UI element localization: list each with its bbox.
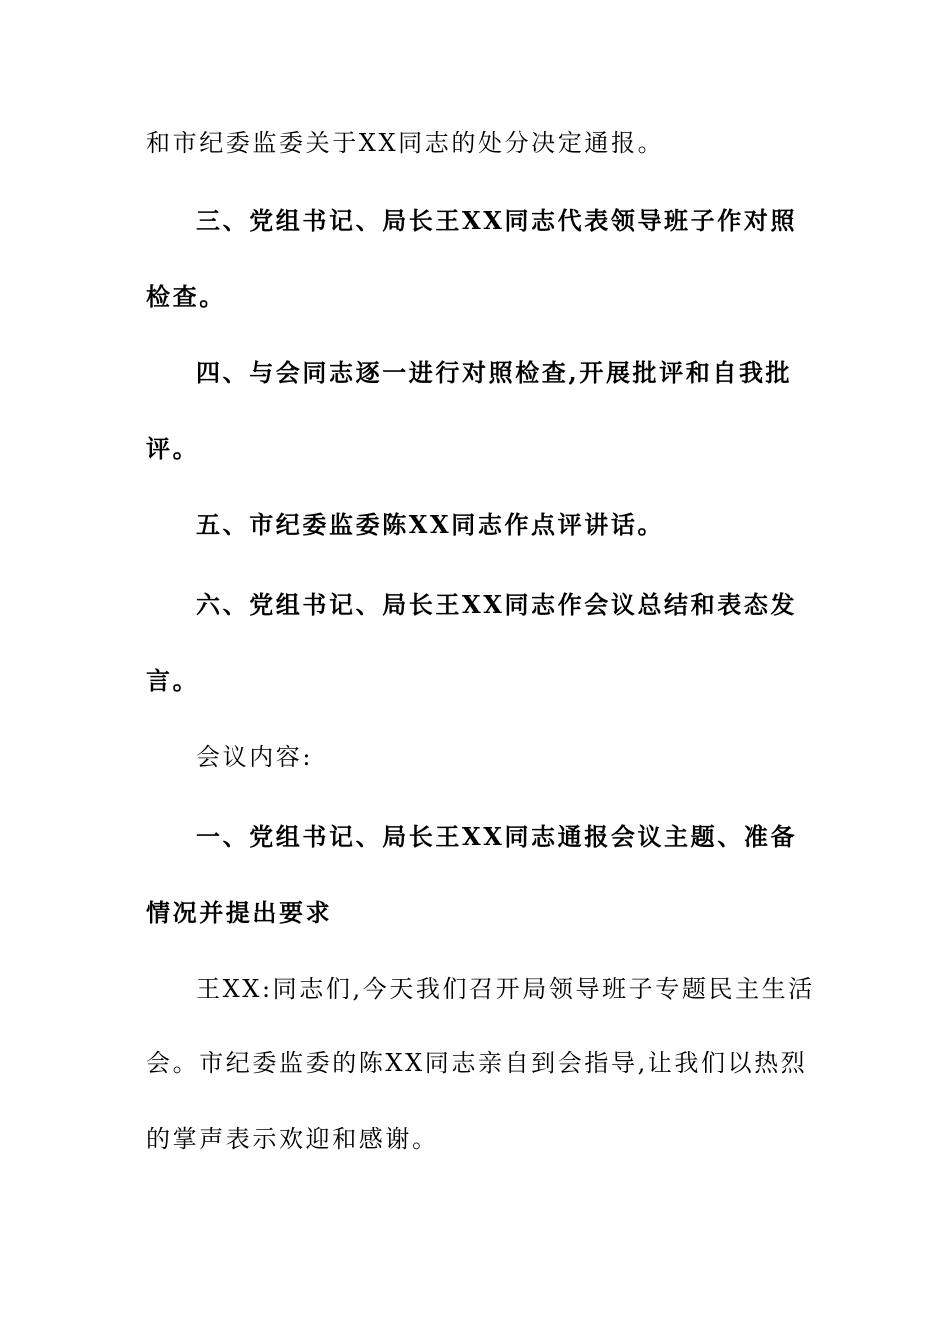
paragraph-continuation-line: 和市纪委监委关于XX同志的处分决定通报。: [146, 129, 665, 157]
agenda-item-6-line-1: 六、党组书记、局长王XX同志作会议总结和表态发: [196, 590, 798, 619]
agenda-item-4-line-2: 评。: [146, 434, 200, 463]
speech-paragraph-line-3: 的掌声表示欢迎和感谢。: [146, 1125, 439, 1153]
agenda-item-3-line-1: 三、党组书记、局长王XX同志代表领导班子作对照: [196, 206, 798, 235]
content-item-1-line-2: 情况并提出要求: [146, 898, 333, 927]
agenda-item-5: 五、市纪委监委陈XX同志作点评讲话。: [196, 510, 665, 539]
content-item-1-line-1: 一、党组书记、局长王XX同志通报会议主题、准备: [196, 822, 798, 851]
agenda-item-4-line-1: 四、与会同志逐一进行对照检查,开展批评和自我批: [196, 358, 793, 387]
agenda-item-3-line-2: 检查。: [146, 282, 226, 311]
speech-paragraph-line-1: 王XX:同志们,今天我们召开局领导班子专题民主生活: [196, 975, 815, 1003]
agenda-item-6-line-2: 言。: [146, 666, 200, 695]
meeting-content-heading: 会议内容:: [196, 743, 314, 771]
speech-paragraph-line-2: 会。市纪委监委的陈XX同志亲自到会指导,让我们以热烈: [146, 1049, 808, 1077]
